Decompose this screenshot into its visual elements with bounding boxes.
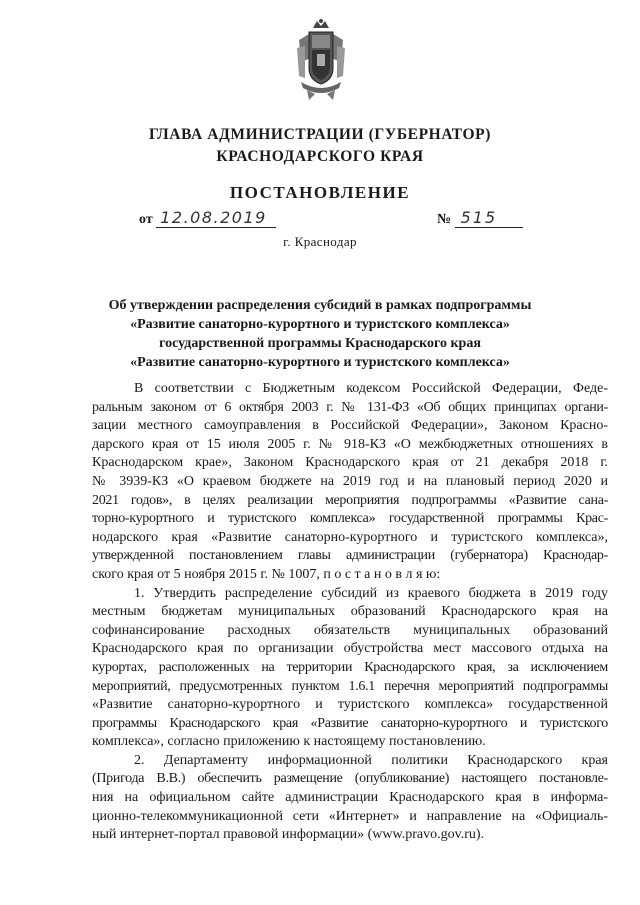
body-line: 2021 годов», в целях реализации мероприятия подпрограммы «Развитие сана- <box>92 492 608 508</box>
authority-title: ГЛАВА АДМИНИСТРАЦИИ (ГУБЕРНАТОР) <box>149 126 491 143</box>
body-line: торно-курортного и туристского комплекса» государственной программы Крас- <box>92 511 608 527</box>
body-line: мероприятий, предусмотренных пунктом 1.6.1 перечня мероприятий подпрограммы <box>92 678 608 694</box>
date-value: 12.08.2019 <box>156 208 276 228</box>
body-line: 1. Утвердить распределение субсидий из краевого бюджета в 2019 году <box>134 585 608 601</box>
document-city: г. Краснодар <box>283 234 357 249</box>
body-line: Краснодарского края по организации обустройства мест массового отдыха на <box>92 641 608 657</box>
body-line: нодарского края «Развитие санаторно-курортного и туристского комплекса», <box>92 529 608 545</box>
number-prefix: № <box>437 212 452 227</box>
body-line: местным бюджетам муниципальных образований Краснодарского края на <box>92 604 608 620</box>
body-line: софинансирование расходных обязательств муниципальных образований <box>92 622 608 638</box>
body-line: курортах, расположенных на территории Краснодарского края, за исключением <box>92 659 608 675</box>
body-line: ского края от 5 ноября 2015 г. № 1007, п о с т а н о в л я ю: <box>92 566 441 582</box>
body-line: программы Краснодарского края «Развитие санаторно-курортного и туристского <box>92 715 608 731</box>
document-date <box>139 208 276 228</box>
title-line: Об утверждении распределения субсидий в рамках подпрограммы <box>108 298 532 313</box>
krasnodar-coat-of-arms-icon <box>295 18 347 102</box>
number-value: 515 <box>455 208 524 228</box>
body-line: «Развитие санаторно-курортного и туристского комплекса» государственной <box>92 697 608 713</box>
body-line: В соответствии с Бюджетным кодексом Российской Федерации, Феде- <box>134 381 608 396</box>
body-line: ния на официальном сайте администрации Краснодарского края в информа- <box>92 790 608 806</box>
body-line: ционно-телекоммуникационной сети «Интернет» и направление на «Официаль- <box>92 808 608 824</box>
body-line: ральным законом от 6 октября 2003 г. № 131-ФЗ «Об общих принципах органи- <box>92 399 608 415</box>
body-line: зации местного самоуправления в Российской Федерации», Законом Красно- <box>92 418 608 434</box>
body-line: дарского края от 15 июля 2005 г. № 918-КЗ «О межбюджетных отношениях в <box>92 436 608 452</box>
document-number <box>437 208 523 228</box>
document-title <box>100 296 540 372</box>
authority-region: КРАСНОДАРСКОГО КРАЯ <box>216 148 424 165</box>
title-line: «Развитие санаторно-курортного и туристского комплекса» <box>130 317 510 332</box>
body-line: Краснодарском крае», Законом Краснодарского края от 21 декабря 2018 г. <box>92 455 608 471</box>
document-body <box>92 380 608 845</box>
title-line: «Развитие санаторно-курортного и туристского комплекса» <box>130 355 510 370</box>
body-line: (Пригода В.В.) обеспечить размещение (опубликование) настоящего постановле- <box>92 771 608 787</box>
body-line: утвержденной постановлением главы администрации (губернатора) Краснодар- <box>92 548 608 564</box>
date-prefix: от <box>139 212 153 227</box>
title-line: государственной программы Краснодарского края <box>159 336 481 351</box>
document-type: ПОСТАНОВЛЕНИЕ <box>229 183 411 202</box>
body-line: ный интернет-портал правовой информации» (www.pravo.gov.ru). <box>92 827 485 843</box>
body-line: № 3939-КЗ «О краевом бюджете на 2019 год и на плановый период 2020 и <box>92 473 608 489</box>
body-line: комплекса», согласно приложению к настоящему постановлению. <box>92 734 486 750</box>
body-line: 2. Департаменту информационной политики Краснодарского края <box>134 752 608 768</box>
